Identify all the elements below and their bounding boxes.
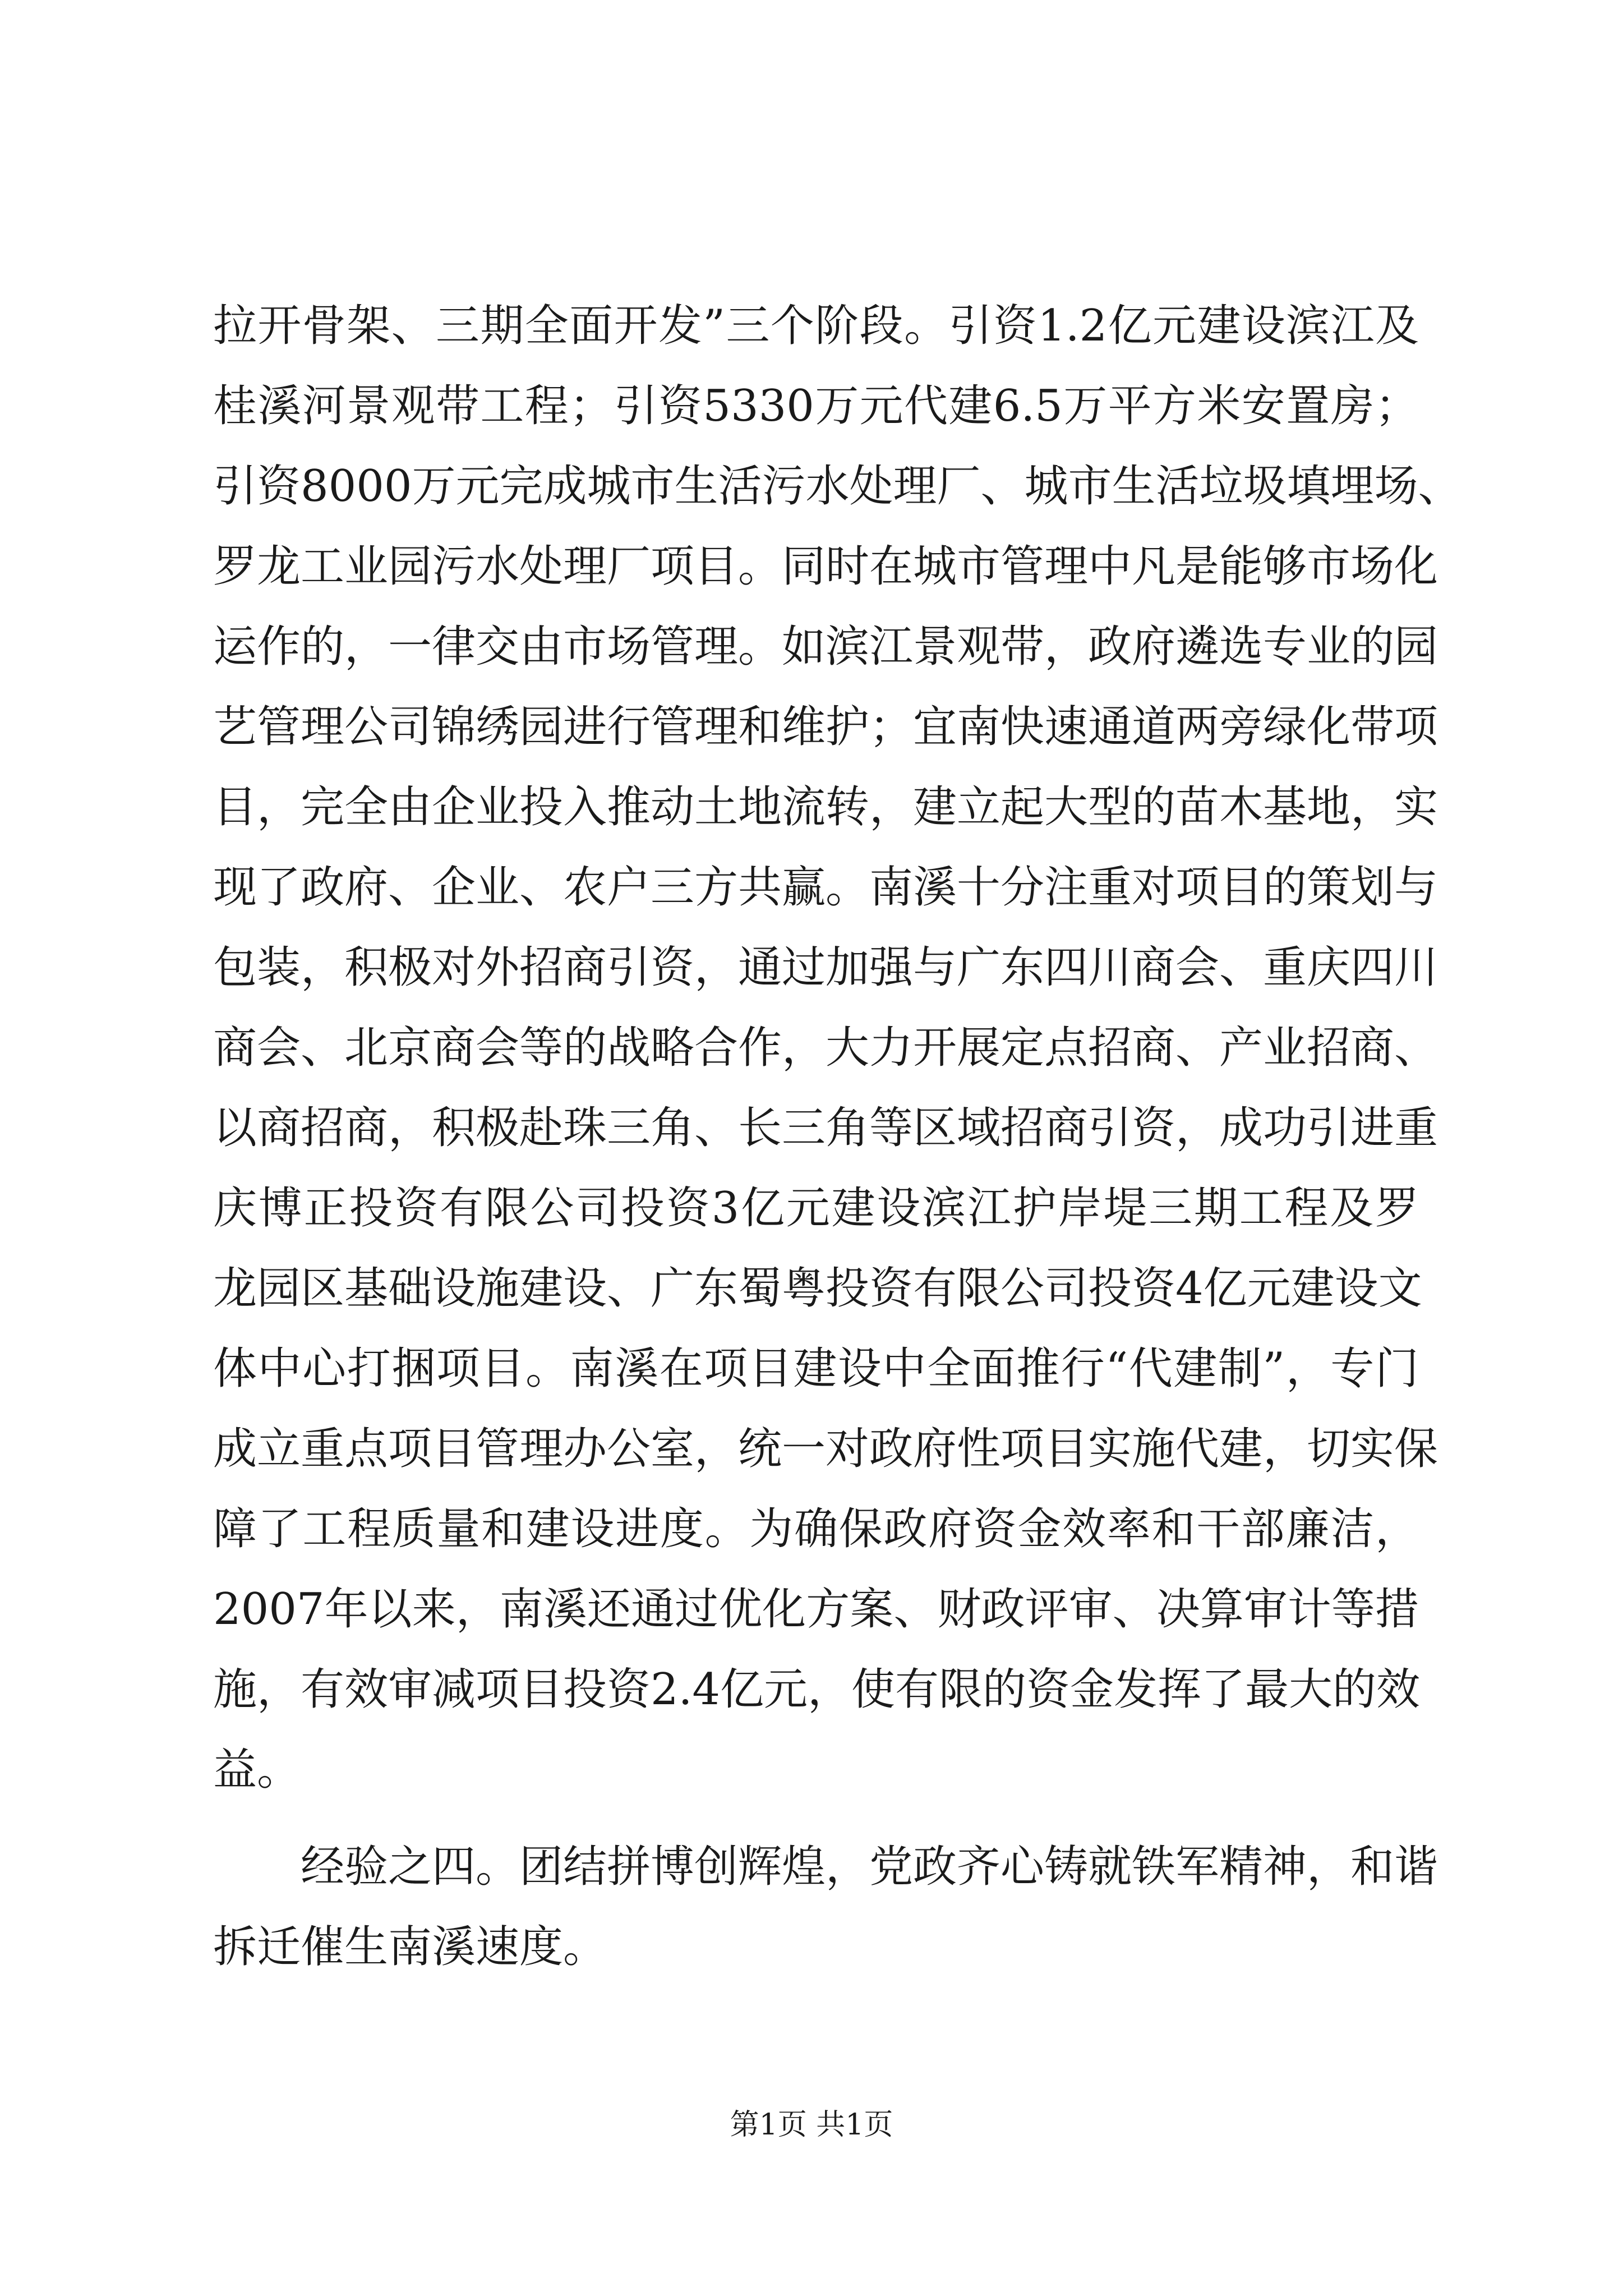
text-line: 拉开骨架、三期全面开发”三个阶段。引资1.2亿元建设滨江及: [213, 301, 1419, 351]
text-line: 成立重点项目管理办公室，统一对政府性项目实施代建，切实保: [213, 1424, 1438, 1474]
text-line: 现了政府、企业、农户三方共赢。南溪十分注重对项目的策划与: [213, 862, 1438, 913]
text-line: 龙园区基础设施建设、广东蜀粤投资有限公司投资4亿元建设文: [213, 1263, 1422, 1314]
text-line: 施，有效审减项目投资2.4亿元，使有限的资金发挥了最大的效: [213, 1664, 1421, 1715]
text-line: 罗龙工业园污水处理厂项目。同时在城市管理中凡是能够市场化: [213, 541, 1438, 592]
text-line: 障了工程质量和建设进度。为确保政府资金效率和干部廉洁，: [213, 1504, 1419, 1554]
text-line: 引资8000万元完成城市生活污水处理厂、城市生活垃圾填埋场、: [213, 461, 1462, 512]
text-line: 艺管理公司锦绣园进行管理和维护；宜南快速通道两旁绿化带项: [213, 702, 1438, 752]
paragraph-gap: [213, 1810, 1419, 1827]
text-line: 拆迁催生南溪速度。: [213, 1922, 607, 1972]
text-line: 以商招商，积极赴珠三角、长三角等区域招商引资，成功引进重: [213, 1103, 1438, 1153]
paragraph-2: [213, 1827, 1438, 1987]
text-line: 2007年以来，南溪还通过优化方案、财政评审、决算审计等措: [213, 1584, 1419, 1635]
text-line: 益。: [213, 1745, 301, 1795]
text-line: 商会、北京商会等的战略合作，大力开展定点招商、产业招商、: [213, 1023, 1438, 1073]
page-footer: 第1页 共1页: [730, 2108, 893, 2142]
text-line: 目，完全由企业投入推动土地流转，建立起大型的苗木基地，实: [213, 782, 1438, 832]
text-line: 桂溪河景观带工程；引资5330万元代建6.5万平方米安置房；: [213, 381, 1419, 431]
text-line: 庆博正投资有限公司投资3亿元建设滨江护岸堤三期工程及罗: [213, 1183, 1419, 1234]
text-line: 体中心打捆项目。南溪在项目建设中全面推行“代建制”，专门: [213, 1343, 1419, 1394]
text-line: 经验之四。团结拼博创辉煌，党政齐心铸就铁军精神，和谐: [213, 1842, 1438, 1892]
paragraph-1: [213, 286, 1462, 1810]
text-line: 运作的，一律交由市场管理。如滨江景观带，政府遴选专业的园: [213, 622, 1438, 672]
text-line: 包装，积极对外招商引资，通过加强与广东四川商会、重庆四川: [213, 942, 1438, 993]
document-body: [213, 286, 1462, 1987]
